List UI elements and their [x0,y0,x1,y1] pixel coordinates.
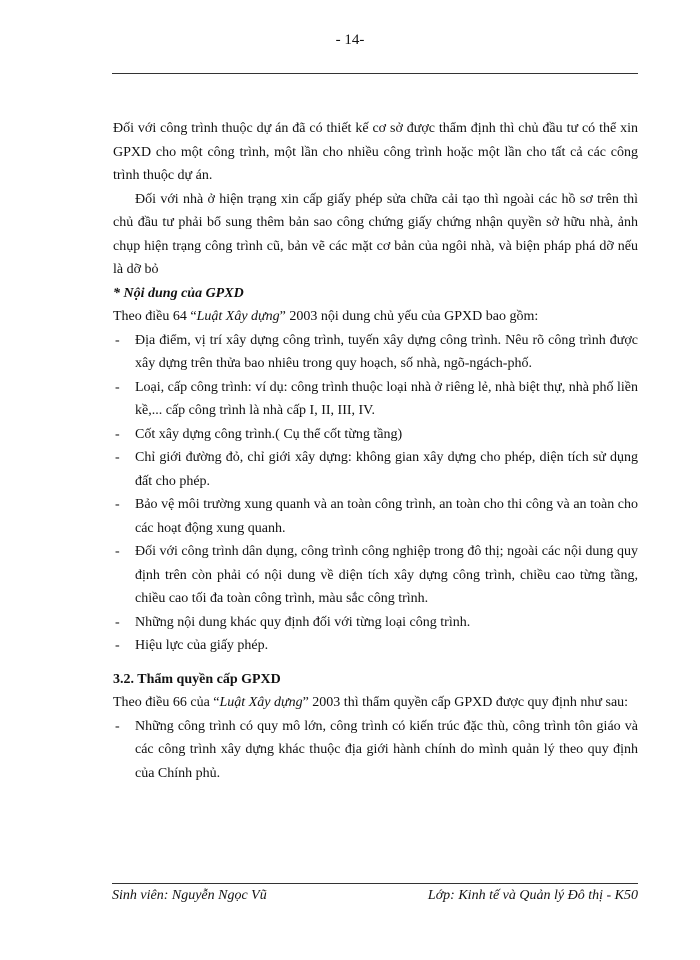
law-name: Luật Xây dựng [196,309,280,324]
list-item: - Loại, cấp công trình: ví dụ: công trình thuộc loại nhà ở riêng lẻ, nhà biệt thự, nhà phố liền kề,... cấp công trình là nhà cấp I, II, III, IV. [113,376,638,423]
law-name: Luật Xây dựng [219,695,303,710]
authority-list [113,715,638,786]
content-heading: * Nội dung của GPXD [113,285,244,301]
page-body [113,117,638,785]
intro-paragraph-1: Đối với công trình thuộc dự án đã có thiết kế cơ sở được thẩm định thì chủ đầu tư có thể xin GPXD cho một công trình, một lần cho nhiều công trình hoặc một lần cho tất cả các công trình thuộc dự án. [113,121,638,183]
list-item: - Hiệu lực của giấy phép. [113,634,638,658]
content-list [113,329,638,658]
list-item: - Địa điểm, vị trí xây dựng công trình, tuyến xây dựng công trình. Nêu rõ công trình được xây dựng trên thửa bao nhiêu trong quy hoạch, số nhà, ngõ-ngách-phố. [113,329,638,376]
list-item: - Cốt xây dựng công trình.( Cụ thể cốt từng tầng) [113,423,638,447]
list-item: - Những nội dung khác quy định đối với từng loại công trình. [113,611,638,635]
authority-intro: Theo điều 66 của “Luật Xây dựng” 2003 thì thẩm quyền cấp GPXD được quy định như sau: [113,695,629,710]
footer-rule [112,883,638,884]
list-item: - Chỉ giới đường đỏ, chỉ giới xây dựng: không gian xây dựng cho phép, diện tích sử dụng đất cho phép. [113,446,638,493]
footer-class: Lớp: Kinh tế và Quản lý Đô thị - K50 [427,888,638,903]
header-rule [112,73,638,74]
section-heading: 3.2. Thẩm quyền cấp GPXD [113,671,281,687]
list-item: - Bảo vệ môi trường xung quanh và an toàn công trình, an toàn cho thi công và an toàn cho các hoạt động xung quanh. [113,493,638,540]
page-footer [112,888,638,904]
list-item: - Những công trình có quy mô lớn, công trình có kiến trúc đặc thù, công trình tôn giáo và các công trình xây dựng khác thuộc địa giới hành chính do mình quản lý theo quy định của Chính phủ. [113,715,638,786]
intro-paragraph-2: Đối với nhà ở hiện trạng xin cấp giấy phép sửa chữa cải tạo thì ngoài các hồ sơ trên thì chủ đầu tư phải bổ sung thêm bản sao công chứng giấy chứng nhận quyền sở hữu nhà, ảnh chụp hiện trạng công trình cũ, bản vẽ các mặt cơ bản của ngôi nhà, và biện pháp phá dỡ nếu là dỡ bỏ [113,191,638,277]
footer-student: Sinh viên: Nguyễn Ngọc Vũ [112,888,267,903]
list-item: - Đối với công trình dân dụng, công trình công nghiệp trong đô thị; ngoài các nội dung quy định trên còn phải có nội dung về diện tích xây dựng công trình, chiều cao từng tầng, chiều cao tối đa toàn công trình, màu sắc công trình. [113,540,638,611]
content-intro: Theo điều 64 “Luật Xây dựng” 2003 nội dung chủ yếu của GPXD bao gồm: [113,309,539,324]
page-number: - 14- [335,32,365,48]
